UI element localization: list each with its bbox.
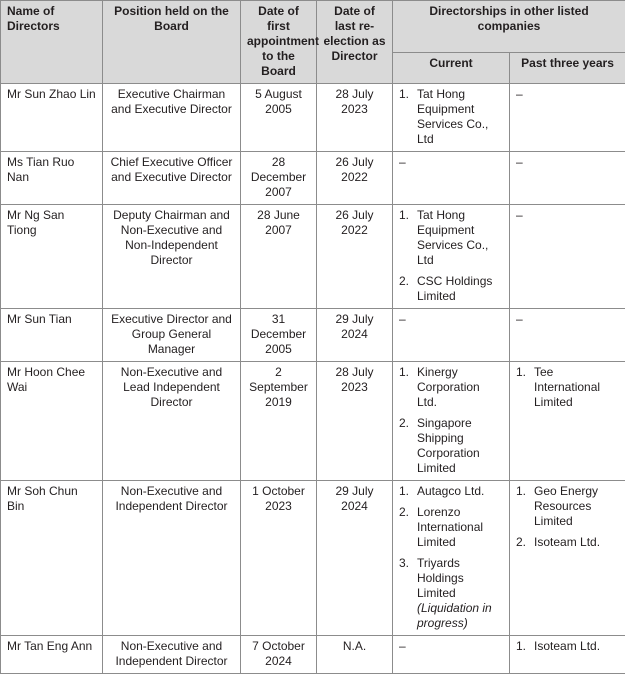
item-number: 1.	[399, 208, 417, 268]
item-text-wrap	[417, 208, 503, 268]
item-number: 2.	[516, 535, 534, 550]
last-reelection-date: N.A.	[317, 636, 393, 674]
table-row	[1, 309, 625, 362]
item-text-wrap	[417, 484, 503, 499]
directorship-item	[516, 365, 619, 410]
current-directorship-list	[399, 208, 503, 304]
directorship-item	[399, 87, 503, 147]
company-name: Geo Energy Resources Limited	[534, 484, 598, 528]
table-row	[1, 481, 625, 636]
item-number: 2.	[399, 505, 417, 550]
directorship-item	[399, 274, 503, 304]
table-row	[1, 636, 625, 674]
company-note: (Liquidation in progress)	[417, 601, 503, 631]
item-number: 1.	[516, 639, 534, 654]
past-directorship-list	[516, 484, 619, 550]
company-name: Triyards Holdings Limited	[417, 556, 464, 600]
item-text-wrap	[534, 639, 619, 654]
company-name: Kinergy Corporation Ltd.	[417, 365, 480, 409]
director-name: Mr Hoon Chee Wai	[1, 362, 103, 481]
item-text-wrap	[534, 484, 619, 529]
table-row	[1, 205, 625, 309]
none-dash: –	[516, 155, 619, 170]
item-text-wrap	[417, 365, 503, 410]
item-number: 1.	[399, 484, 417, 499]
header-name: Name of Directors	[1, 1, 103, 84]
none-dash: –	[399, 155, 503, 170]
director-name: Mr Soh Chun Bin	[1, 481, 103, 636]
first-appointment-date: 31 December 2005	[241, 309, 317, 362]
past-directorship-list	[516, 365, 619, 410]
board-position: Executive Chairman and Executive Director	[103, 84, 241, 152]
first-appointment-date: 5 August 2005	[241, 84, 317, 152]
director-name: Mr Ng San Tiong	[1, 205, 103, 309]
item-text-wrap	[417, 556, 503, 631]
item-number: 1.	[399, 87, 417, 147]
header-other-directorships: Directorships in other listed companies	[393, 1, 625, 53]
company-name: Autagco Ltd.	[417, 484, 484, 498]
none-dash: –	[516, 87, 619, 102]
table-row	[1, 84, 625, 152]
last-reelection-date: 26 July 2022	[317, 152, 393, 205]
company-name: Tat Hong Equipment Services Co., Ltd	[417, 87, 488, 146]
director-name: Ms Tian Ruo Nan	[1, 152, 103, 205]
header-first-appointment: Date of first appointment to the Board	[241, 1, 317, 84]
company-name: Tat Hong Equipment Services Co., Ltd	[417, 208, 488, 267]
last-reelection-date: 28 July 2023	[317, 362, 393, 481]
board-position: Chief Executive Officer and Executive Director	[103, 152, 241, 205]
board-position: Non-Executive and Independent Director	[103, 481, 241, 636]
directorship-item	[399, 208, 503, 268]
item-number: 1.	[516, 365, 534, 410]
past-directorships	[510, 152, 625, 205]
company-name: Singapore Shipping Corporation Limited	[417, 416, 480, 475]
current-directorships	[393, 205, 510, 309]
last-reelection-date: 28 July 2023	[317, 84, 393, 152]
item-text-wrap	[534, 365, 619, 410]
directorship-item	[516, 535, 619, 550]
past-directorships	[510, 362, 625, 481]
directorship-item	[399, 505, 503, 550]
header-past: Past three years	[510, 52, 625, 83]
current-directorships	[393, 152, 510, 205]
table-header	[1, 1, 625, 84]
company-name: Tee International Limited	[534, 365, 600, 409]
item-text-wrap	[417, 87, 503, 147]
board-position: Non-Executive and Lead Independent Director	[103, 362, 241, 481]
current-directorships	[393, 84, 510, 152]
none-dash: –	[516, 208, 619, 223]
company-name: Lorenzo International Limited	[417, 505, 483, 549]
item-number: 2.	[399, 416, 417, 476]
director-name: Mr Sun Tian	[1, 309, 103, 362]
board-position: Non-Executive and Independent Director	[103, 636, 241, 674]
item-text-wrap	[417, 416, 503, 476]
item-number: 1.	[516, 484, 534, 529]
past-directorships	[510, 481, 625, 636]
director-name: Mr Sun Zhao Lin	[1, 84, 103, 152]
last-reelection-date: 29 July 2024	[317, 309, 393, 362]
current-directorships	[393, 309, 510, 362]
directorship-item	[516, 639, 619, 654]
past-directorships	[510, 205, 625, 309]
past-directorships	[510, 84, 625, 152]
none-dash: –	[399, 639, 503, 654]
current-directorship-list	[399, 365, 503, 476]
current-directorship-list	[399, 484, 503, 631]
header-last-reelection: Date of last re-election as Director	[317, 1, 393, 84]
company-name: CSC Holdings Limited	[417, 274, 492, 303]
item-text-wrap	[417, 274, 503, 304]
directorship-item	[399, 416, 503, 476]
table-row	[1, 362, 625, 481]
current-directorship-list	[399, 87, 503, 147]
directorship-item	[516, 484, 619, 529]
directorship-item	[399, 484, 503, 499]
last-reelection-date: 29 July 2024	[317, 481, 393, 636]
company-name: Isoteam Ltd.	[534, 639, 600, 653]
item-text-wrap	[417, 505, 503, 550]
header-position: Position held on the Board	[103, 1, 241, 84]
item-number: 3.	[399, 556, 417, 631]
current-directorships	[393, 362, 510, 481]
past-directorship-list	[516, 639, 619, 654]
first-appointment-date: 28 December 2007	[241, 152, 317, 205]
first-appointment-date: 28 June 2007	[241, 205, 317, 309]
board-position: Deputy Chairman and Non-Executive and Non-Independent Director	[103, 205, 241, 309]
last-reelection-date: 26 July 2022	[317, 205, 393, 309]
first-appointment-date: 1 October 2023	[241, 481, 317, 636]
current-directorships	[393, 481, 510, 636]
item-number: 1.	[399, 365, 417, 410]
current-directorships	[393, 636, 510, 674]
director-name: Mr Tan Eng Ann	[1, 636, 103, 674]
board-position: Executive Director and Group General Manager	[103, 309, 241, 362]
header-current: Current	[393, 52, 510, 83]
directorship-item	[399, 556, 503, 631]
directorship-item	[399, 365, 503, 410]
first-appointment-date: 2 September 2019	[241, 362, 317, 481]
table-body	[1, 84, 625, 674]
past-directorships	[510, 309, 625, 362]
company-name: Isoteam Ltd.	[534, 535, 600, 549]
table-row	[1, 152, 625, 205]
item-number: 2.	[399, 274, 417, 304]
item-text-wrap	[534, 535, 619, 550]
first-appointment-date: 7 October 2024	[241, 636, 317, 674]
past-directorships	[510, 636, 625, 674]
none-dash: –	[516, 312, 619, 327]
none-dash: –	[399, 312, 503, 327]
